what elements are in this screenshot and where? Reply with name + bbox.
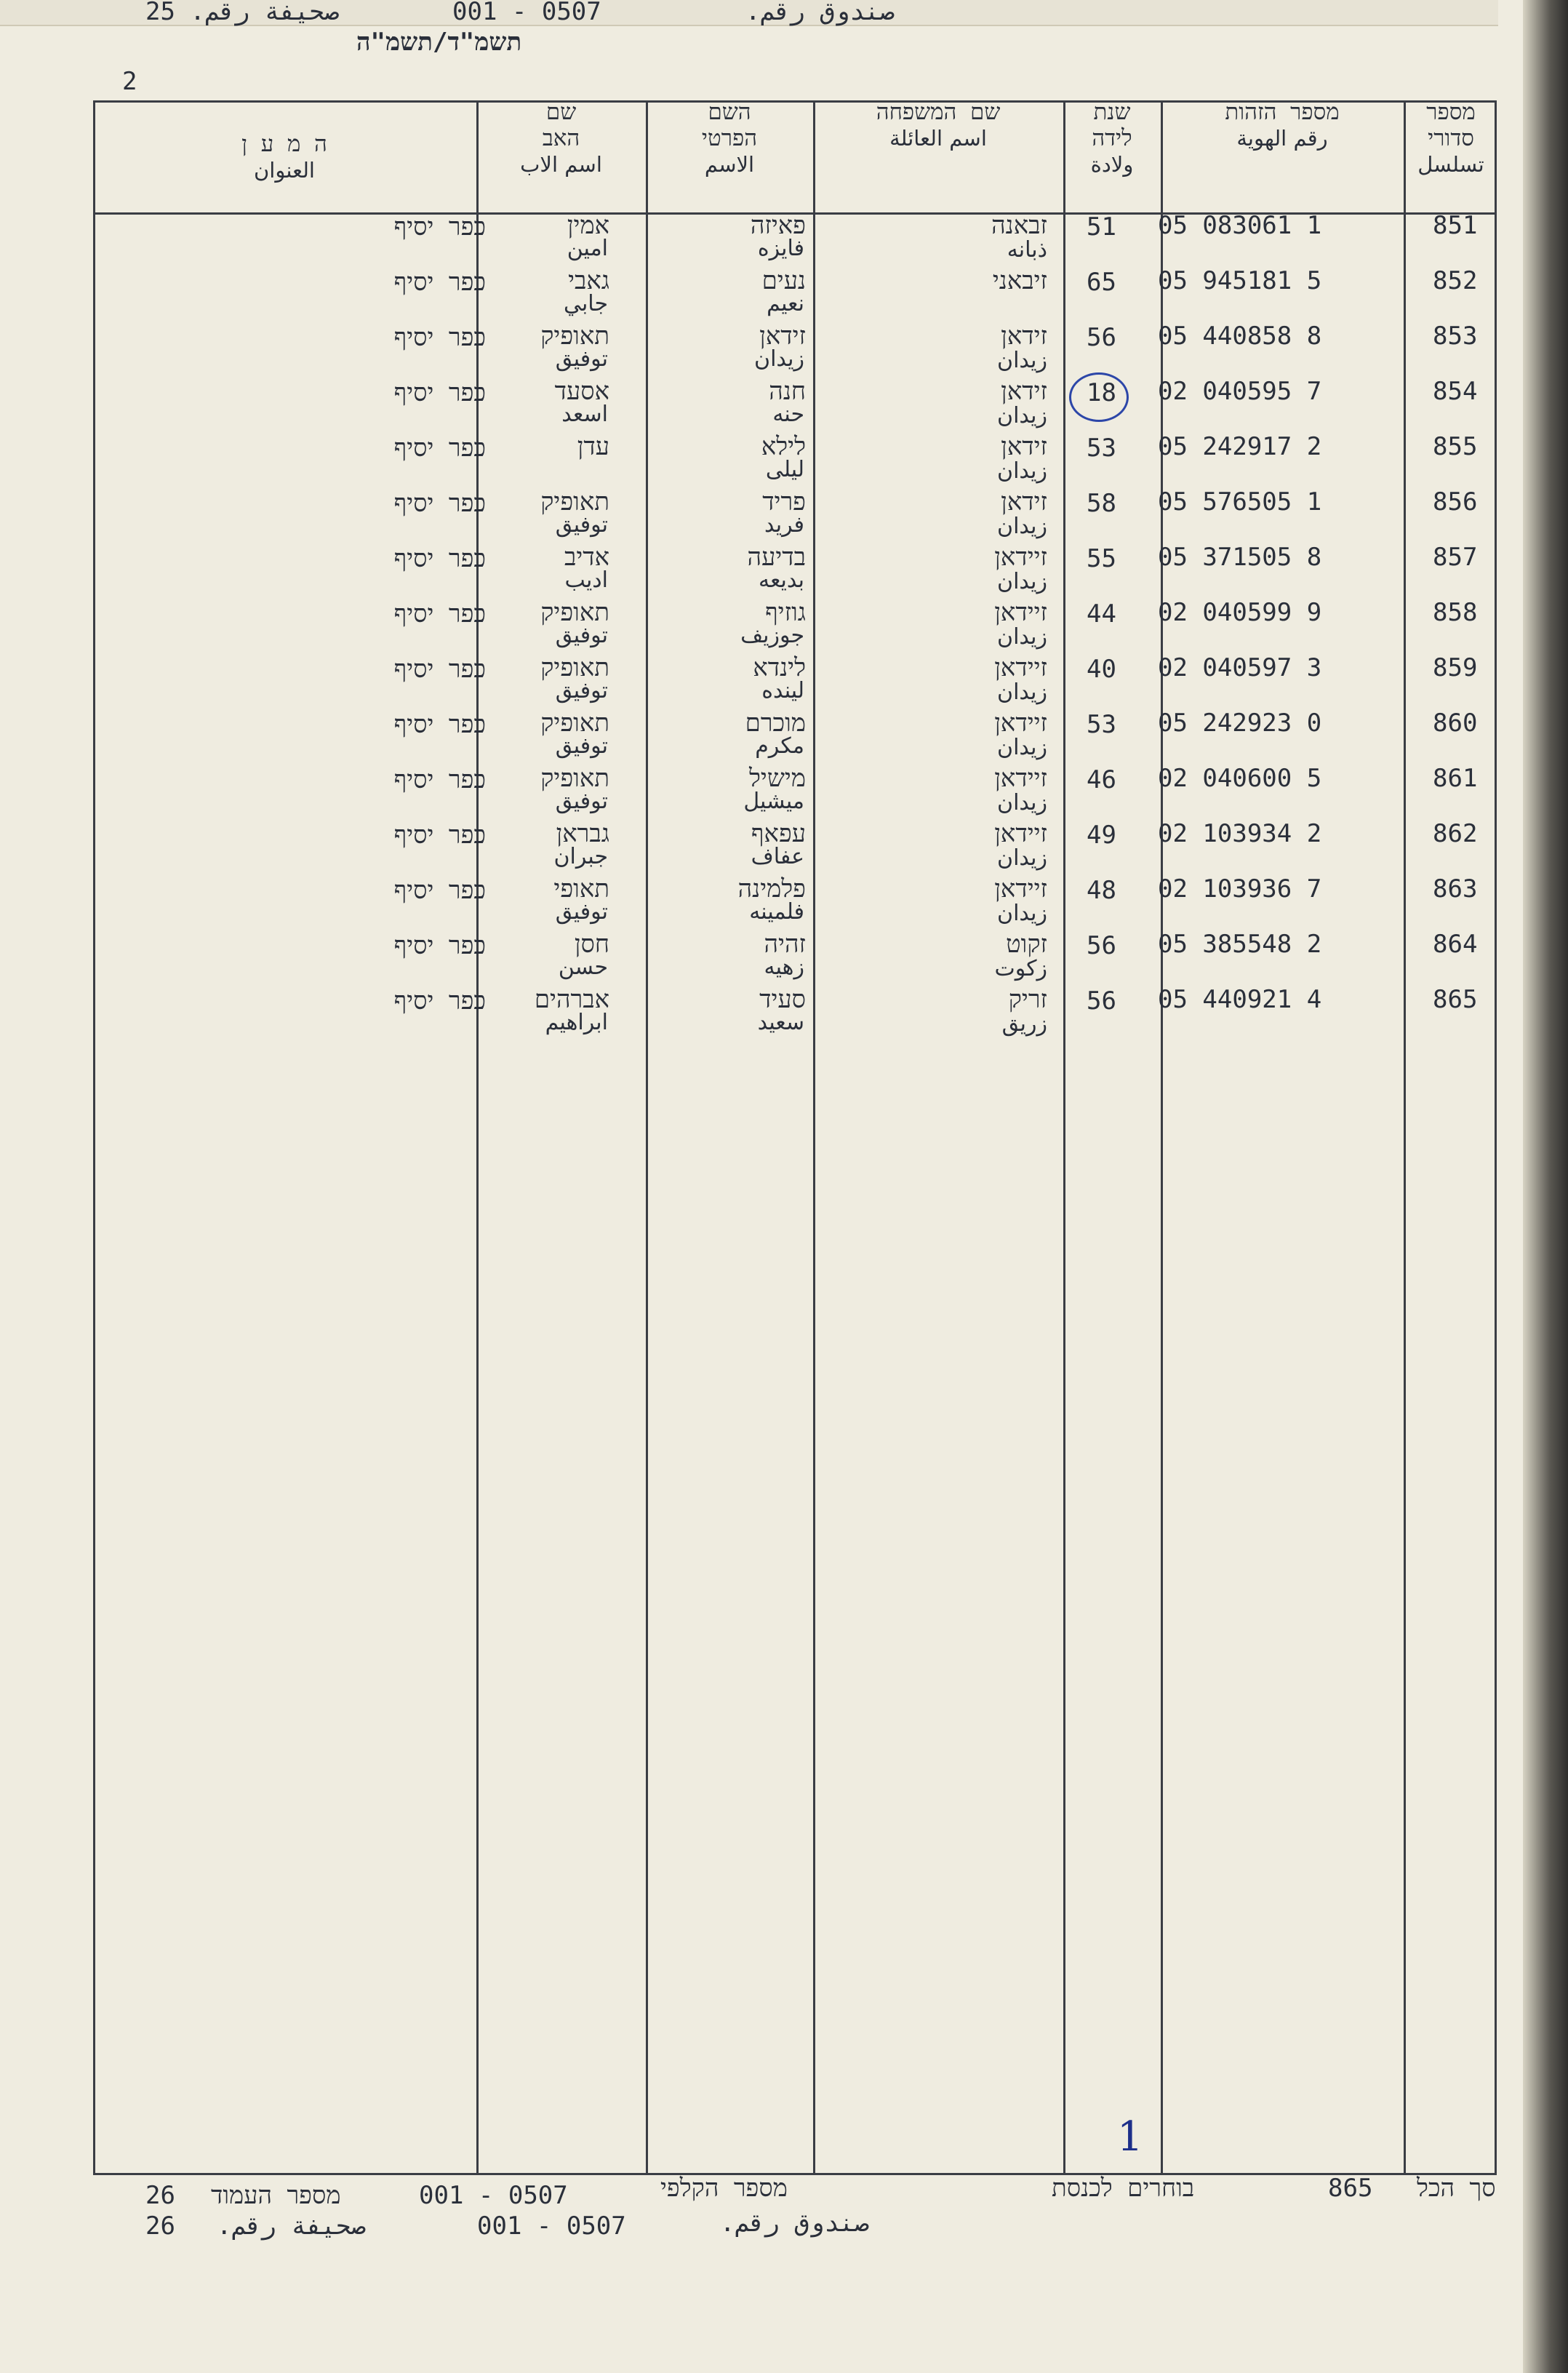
- first-name-cell: זידאן: [759, 322, 806, 351]
- serial-cell: 861: [1433, 764, 1478, 793]
- table-row: [0, 653, 1568, 709]
- family-name-cell: זידאן: [1001, 432, 1047, 461]
- address-cell: כפר יסיף: [393, 821, 486, 850]
- family-name-cell: זידאן: [1001, 322, 1047, 351]
- first-name-cell: פאיזה: [750, 211, 806, 240]
- first-name-cell: לינדא: [753, 653, 806, 682]
- birth-year-cell: 58: [1087, 489, 1116, 518]
- total-value: 865: [1328, 2174, 1373, 2203]
- address-cell: כפר יסיף: [393, 710, 486, 739]
- prev-sheet-label: صحيفة رقم. 25: [145, 0, 340, 26]
- handwritten-circle: [1069, 372, 1129, 422]
- sheet-value: 26: [145, 2212, 175, 2241]
- address-cell: כפר יסיף: [393, 599, 486, 629]
- birth-year-cell: 56: [1087, 931, 1116, 960]
- first-name-cell: סעיד: [759, 985, 806, 1014]
- father-name-arabic: اسعد: [561, 402, 608, 427]
- family-name-arabic: زيدان: [997, 403, 1047, 428]
- id-number-cell: 02 040599 9: [1158, 598, 1322, 627]
- first-name-arabic: فريد: [764, 512, 804, 538]
- table-row: [0, 211, 1568, 266]
- address-cell: כפר יסיף: [393, 544, 486, 573]
- father-name-cell: אברהים: [534, 985, 609, 1014]
- family-name-cell: זריק: [1008, 985, 1047, 1014]
- header-address: ה מ ע ן العنوان: [241, 131, 327, 183]
- serial-cell: 852: [1433, 266, 1478, 295]
- first-name-arabic: زهيه: [764, 954, 804, 980]
- first-name-arabic: لينده: [761, 678, 804, 703]
- family-name-cell: זיידאן: [994, 874, 1047, 904]
- birth-year-cell: 56: [1087, 323, 1116, 352]
- family-name-arabic: زيدان: [997, 569, 1047, 594]
- father-name-arabic: جابي: [563, 291, 608, 316]
- family-name-arabic: زكوت: [994, 956, 1047, 981]
- page-number: 2: [122, 67, 137, 96]
- family-name-arabic: زيدان: [997, 679, 1047, 705]
- first-name-cell: לילא: [761, 432, 806, 461]
- id-number-cell: 05 242917 2: [1158, 432, 1322, 461]
- first-name-arabic: سعيد: [757, 1010, 804, 1035]
- family-name-arabic: زيدان: [997, 735, 1047, 760]
- first-name-cell: נעים: [761, 266, 806, 295]
- father-name-arabic: توفيق: [555, 512, 608, 538]
- father-name-cell: תאופי: [553, 874, 609, 904]
- address-cell: כפר יסיף: [393, 434, 486, 463]
- family-name-arabic: زيدان: [997, 845, 1047, 871]
- first-name-cell: זהיה: [764, 930, 806, 959]
- ballot-code: 0507 - 001: [419, 2181, 568, 2210]
- handwritten-tally: 1: [1117, 2113, 1143, 2161]
- ballot-label: מספר הקלפי: [660, 2174, 788, 2203]
- birth-year-cell: 46: [1087, 765, 1116, 794]
- family-name-arabic: زيدان: [997, 514, 1047, 539]
- table-row: [0, 709, 1568, 764]
- serial-cell: 863: [1433, 874, 1478, 904]
- birth-year-cell: 44: [1087, 599, 1116, 629]
- header-father-name: שם האב اسم الاب: [520, 99, 602, 177]
- table-row: [0, 377, 1568, 432]
- father-name-arabic: اديب: [564, 567, 608, 593]
- address-cell: כפר יסיף: [393, 876, 486, 905]
- serial-cell: 858: [1433, 598, 1478, 627]
- serial-cell: 851: [1433, 211, 1478, 240]
- page-title: תשמ"ד/תשמ"ה: [356, 28, 522, 57]
- id-number-cell: 05 945181 5: [1158, 266, 1322, 295]
- table-row: [0, 598, 1568, 653]
- id-number-cell: 05 440921 4: [1158, 985, 1322, 1014]
- id-number-cell: 02 103934 2: [1158, 819, 1322, 848]
- id-number-cell: 05 576505 1: [1158, 487, 1322, 517]
- family-name-arabic: ذبانه: [1007, 237, 1047, 263]
- family-name-cell: זיידאן: [994, 653, 1047, 682]
- address-cell: כפר יסיף: [393, 655, 486, 684]
- birth-year-cell: 53: [1087, 434, 1116, 463]
- father-name-cell: תאופיק: [540, 653, 609, 682]
- father-name-arabic: جبران: [553, 844, 608, 869]
- first-name-cell: בדיעה: [747, 543, 806, 572]
- father-name-cell: תאופיק: [540, 322, 609, 351]
- family-name-cell: זיידאן: [994, 543, 1047, 572]
- id-number-cell: 02 040600 5: [1158, 764, 1322, 793]
- first-name-arabic: ميشيل: [743, 789, 804, 814]
- table-row: [0, 985, 1568, 1040]
- header-id: מספר הזהות رقم الهوية: [1225, 99, 1340, 151]
- table-row: [0, 322, 1568, 377]
- first-name-arabic: نعيم: [767, 291, 804, 316]
- father-name-cell: גבראן: [556, 819, 609, 848]
- serial-cell: 853: [1433, 322, 1478, 351]
- father-name-cell: אמין: [567, 211, 609, 240]
- family-name-arabic: زريق: [1001, 1011, 1047, 1037]
- father-name-cell: חסן: [574, 930, 609, 959]
- birth-year-cell: 51: [1087, 212, 1116, 242]
- family-name-cell: זידאן: [1001, 487, 1047, 517]
- table-row: [0, 543, 1568, 598]
- table-row: [0, 432, 1568, 487]
- father-name-cell: אסעד: [554, 377, 609, 406]
- family-name-cell: זיידאן: [994, 819, 1047, 848]
- father-name-cell: אדיב: [564, 543, 609, 572]
- address-cell: כפר יסיף: [393, 765, 486, 794]
- first-name-cell: פריד: [762, 487, 806, 517]
- birth-year-cell: 65: [1087, 268, 1116, 297]
- table-row: [0, 819, 1568, 874]
- table-row: [0, 266, 1568, 322]
- first-name-arabic: حنه: [772, 402, 804, 427]
- first-name-arabic: بديعه: [758, 567, 804, 593]
- header-serial: מספר סדורי تسلسل: [1417, 99, 1484, 177]
- first-name-cell: גוזיף: [765, 598, 806, 627]
- voters-label: בוחרים לכנסת: [1052, 2174, 1195, 2203]
- address-cell: כפר יסיף: [393, 323, 486, 352]
- birth-year-cell: 55: [1087, 544, 1116, 573]
- table-row: [0, 487, 1568, 543]
- serial-cell: 856: [1433, 487, 1478, 517]
- family-name-arabic: زيدان: [997, 458, 1047, 484]
- first-name-cell: מישיל: [749, 764, 806, 793]
- father-name-cell: תאופיק: [540, 598, 609, 627]
- header-birth-year: שנת לידה ولادة: [1090, 99, 1134, 177]
- address-cell: כפר יסיף: [393, 986, 486, 1016]
- first-name-arabic: جوزيف: [740, 623, 804, 648]
- page-value: 26: [145, 2181, 175, 2210]
- address-cell: כפר יסיף: [393, 931, 486, 960]
- birth-year-cell: 53: [1087, 710, 1116, 739]
- first-name-arabic: فايزه: [757, 236, 804, 261]
- first-name-cell: פלמינה: [737, 874, 806, 904]
- first-name-cell: מוכרם: [745, 709, 806, 738]
- family-name-cell: זיבאני: [992, 266, 1047, 295]
- family-name-cell: זבאנה: [991, 211, 1047, 240]
- birth-year-cell: 40: [1087, 655, 1116, 684]
- family-name-cell: זידאן: [1001, 377, 1047, 406]
- prev-code: 0507 - 001: [452, 0, 601, 26]
- father-name-arabic: توفيق: [555, 899, 608, 925]
- address-cell: כפר יסיף: [393, 378, 486, 407]
- father-name-arabic: ابراهيم: [545, 1010, 608, 1035]
- birth-year-cell: 18: [1087, 378, 1116, 407]
- address-cell: כפר יסיף: [393, 212, 486, 242]
- father-name-cell: גאבי: [568, 266, 609, 295]
- first-name-arabic: فلمينه: [749, 899, 804, 925]
- father-name-arabic: توفيق: [555, 789, 608, 814]
- address-cell: כפר יסיף: [393, 489, 486, 518]
- serial-cell: 854: [1433, 377, 1478, 406]
- birth-year-cell: 48: [1087, 876, 1116, 905]
- box-label: صندوق رقم.: [720, 2209, 869, 2238]
- id-number-cell: 05 440858 8: [1158, 322, 1322, 351]
- first-name-arabic: عفاف: [751, 844, 804, 869]
- id-number-cell: 05 083061 1: [1158, 211, 1322, 240]
- birth-year-cell: 56: [1087, 986, 1116, 1016]
- id-number-cell: 05 385548 2: [1158, 930, 1322, 959]
- first-name-arabic: زيدان: [754, 346, 804, 372]
- family-name-arabic: زيدان: [997, 348, 1047, 373]
- id-number-cell: 02 040597 3: [1158, 653, 1322, 682]
- page-label: מספר העמוד: [211, 2181, 341, 2210]
- previous-page-strip: [0, 0, 1498, 26]
- first-name-arabic: ليلى: [765, 457, 804, 482]
- family-name-cell: זיידאן: [994, 764, 1047, 793]
- table-row: [0, 874, 1568, 930]
- serial-cell: 857: [1433, 543, 1478, 572]
- father-name-arabic: امين: [567, 236, 608, 261]
- id-number-cell: 05 371505 8: [1158, 543, 1322, 572]
- first-name-cell: עפאף: [751, 819, 806, 848]
- address-cell: כפר יסיף: [393, 268, 486, 297]
- father-name-arabic: حسن: [558, 954, 608, 980]
- box-code: 0507 - 001: [477, 2212, 626, 2241]
- id-number-cell: 02 040595 7: [1158, 377, 1322, 406]
- father-name-cell: תאופיק: [540, 764, 609, 793]
- father-name-arabic: توفيق: [555, 346, 608, 372]
- id-number-cell: 05 242923 0: [1158, 709, 1322, 738]
- father-name-arabic: توفيق: [555, 678, 608, 703]
- first-name-arabic: مكرم: [755, 733, 804, 759]
- serial-cell: 865: [1433, 985, 1478, 1014]
- father-name-arabic: توفيق: [555, 733, 608, 759]
- serial-cell: 864: [1433, 930, 1478, 959]
- serial-cell: 855: [1433, 432, 1478, 461]
- serial-cell: 860: [1433, 709, 1478, 738]
- family-name-cell: זקוט: [1006, 930, 1047, 959]
- father-name-cell: תאופיק: [540, 487, 609, 517]
- family-name-arabic: زيدان: [997, 624, 1047, 650]
- prev-box-label: صندوق رقم.: [745, 0, 895, 26]
- family-name-arabic: زيدان: [997, 790, 1047, 815]
- sheet-label: صحيفة رقم.: [217, 2212, 366, 2241]
- serial-cell: 859: [1433, 653, 1478, 682]
- father-name-arabic: توفيق: [555, 623, 608, 648]
- serial-cell: 862: [1433, 819, 1478, 848]
- family-name-cell: זיידאן: [994, 709, 1047, 738]
- family-name-cell: זיידאן: [994, 598, 1047, 627]
- header-first-name: השם הפרטי الاسم: [701, 99, 758, 177]
- total-label: סך הכל: [1417, 2174, 1496, 2203]
- table-row: [0, 764, 1568, 819]
- birth-year-cell: 49: [1087, 821, 1116, 850]
- header-family-name: שם המשפחה اسم العائلة: [876, 99, 1001, 151]
- first-name-cell: חנה: [769, 377, 806, 406]
- id-number-cell: 02 103936 7: [1158, 874, 1322, 904]
- family-name-arabic: زيدان: [997, 901, 1047, 926]
- father-name-cell: עדן: [577, 432, 609, 461]
- table-row: [0, 930, 1568, 985]
- father-name-cell: תאופיק: [540, 709, 609, 738]
